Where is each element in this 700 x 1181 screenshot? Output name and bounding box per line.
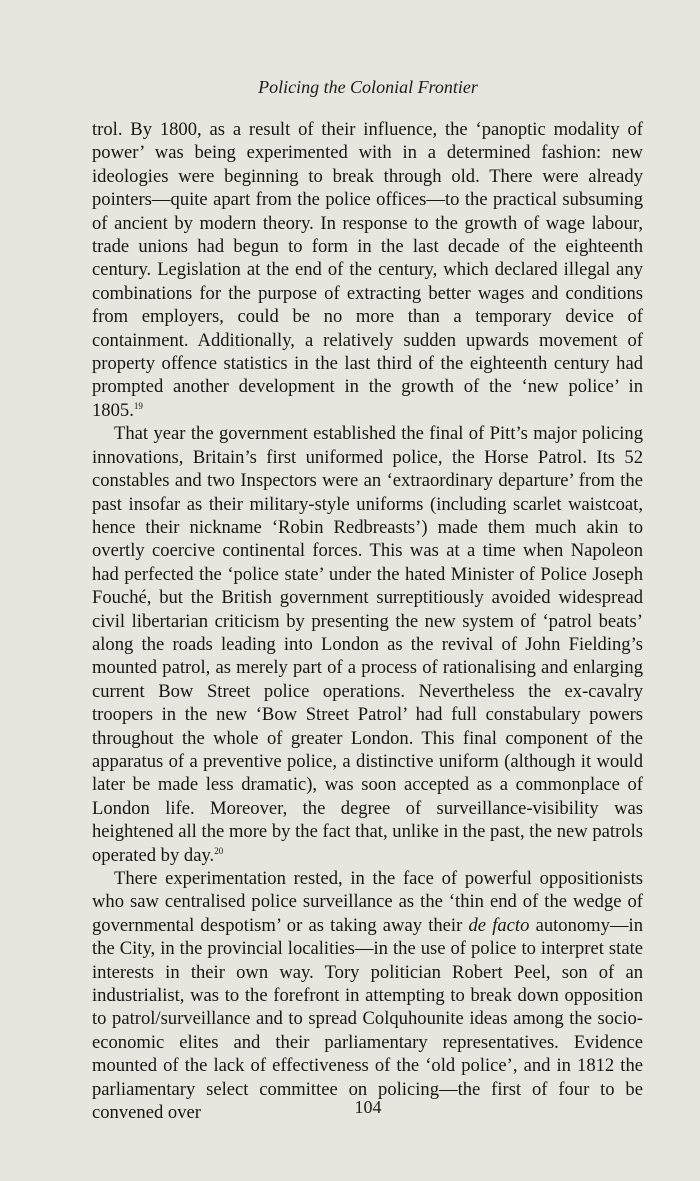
paragraph [92,118,643,422]
footnote-marker: 19 [133,400,143,411]
page-number: 104 [354,1097,382,1117]
footnote-marker: 20 [214,845,224,856]
paragraph-text: That year the government established the final of Pitt’s major policing innovations, Britain’s first uniformed police, the Horse Patrol. Its 52 constables and two Inspectors were an ‘extraordinary departure’ from the past insofar as their military-style uniforms (including scarlet waistcoat, hence their nickname ‘Robin Redbreasts’) made them much akin to overtly coercive continental forces. This was at a time when Napoleon had perfected the ‘police state’ under the hated Minister of Police Joseph Fouché, but the British government surreptitiously avoided widespread civil libertarian criticism by presenting the new system of ‘patrol beats’ along the roads leading into London as the revival of John Fielding’s mounted patrol, as merely part of a process of rationalising and enlarging current Bow Street police operations. Nevertheless the ex-cavalry troopers in the new ‘Bow Street Patrol’ had full constabulary powers throughout the whole of greater London. This final component of the apparatus of a preventive police, a distinctive uniform (although it would later be made less dramatic), was soon accepted as a commonplace of London life. Moreover, the degree of surveillance-visibility was heightened all the more by the fact that, unlike in the past, the new patrols operated by day. [92,423,643,866]
italic-term: de facto [468,914,530,936]
running-head: Policing the Colonial Frontier [258,77,478,97]
body-text [92,118,643,1124]
paragraph [92,422,643,867]
paragraph [92,867,643,1124]
paragraph-text: There experimentation rested, in the face of powerful oppositionists who saw centralised police surveillance as the ‘thin end of the wedge of governmental despotism’ or as taking away their [92,868,643,936]
paragraph-text: autonomy—in the City, in the provincial localities—in the use of police to interpret state interests in their own way. Tory politician Robert Peel, son of an industrialist, was to the forefront in attempting to break down opposition to patrol/surveillance and to spread Colquhounite ideas among the socio-economic elites and their parliamentary representatives. Evidence mounted of the lack of effectiveness of the ‘old police’, and in 1812 the parliamentary select committee on policing—the first of four to be convened over [92,914,643,1124]
paragraph-text: trol. By 1800, as a result of their influence, the ‘panoptic modality of power’ was being experimented with in a determined fashion: new ideologies were beginning to break through old. There were already pointers—quite apart from the police offices—to the practical subsuming of ancient by modern theory. In response to the growth of wage labour, trade unions had begun to form in the last decade of the eighteenth century. Legislation at the end of the century, which declared illegal any combinations for the purpose of extracting better wages and conditions from employers, could be no more than a temporary device of containment. Additionally, a relatively sudden upwards movement of property offence statistics in the last third of the eighteenth century had prompted another development in the growth of the ‘new police’ in 1805. [92,119,643,421]
